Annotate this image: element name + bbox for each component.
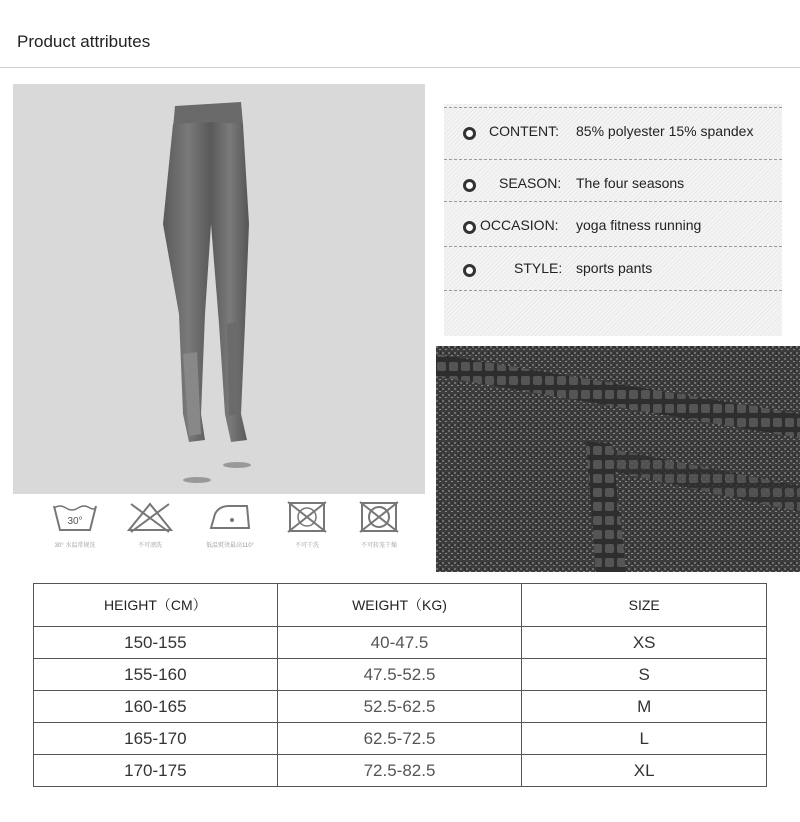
table-row — [34, 627, 767, 659]
page-header — [0, 0, 800, 68]
care-item — [195, 500, 265, 549]
size-cell: L — [522, 723, 767, 755]
care-caption: 低温熨烫最高110° — [206, 543, 254, 549]
care-item — [40, 500, 110, 549]
attribute-label: STYLE: — [514, 260, 563, 276]
care-item — [272, 500, 342, 549]
attribute-row-content — [444, 112, 782, 154]
attribute-label: SEASON: — [499, 175, 562, 191]
table-row — [34, 723, 767, 755]
column-header-size: SIZE — [522, 584, 767, 627]
dashed-divider — [444, 290, 782, 291]
weight-cell: 72.5-82.5 — [277, 755, 522, 787]
weight-cell: 40-47.5 — [277, 627, 522, 659]
size-cell: S — [522, 659, 767, 691]
size-chart-table — [33, 583, 767, 787]
product-photo — [13, 84, 425, 494]
column-header-weight: WEIGHT（KG) — [277, 584, 522, 627]
header-divider — [0, 67, 800, 68]
care-caption: 不可漂洗 — [137, 543, 162, 549]
attribute-row-style — [444, 249, 782, 291]
care-caption: 不可干洗 — [294, 543, 319, 549]
height-cell: 155-160 — [34, 659, 278, 691]
bullet-icon — [463, 179, 476, 192]
table-row — [34, 659, 767, 691]
size-cell: XL — [522, 755, 767, 787]
fabric-texture-image — [436, 346, 800, 572]
care-caption: 不可转笼干燥 — [360, 543, 397, 549]
iron-low-icon — [205, 500, 255, 534]
height-cell: 150-155 — [34, 627, 278, 659]
table-header-row — [34, 584, 767, 627]
care-caption: 30° 水温常规洗 — [54, 543, 96, 549]
height-cell: 160-165 — [34, 691, 278, 723]
weight-cell: 47.5-52.5 — [277, 659, 522, 691]
size-cell: M — [522, 691, 767, 723]
dashed-divider — [444, 107, 782, 108]
height-cell: 170-175 — [34, 755, 278, 787]
no-tumble-dry-icon — [354, 500, 404, 534]
attribute-value: yoga fitness running — [576, 217, 702, 233]
fabric-closeup-photo — [436, 346, 800, 572]
table-row — [34, 691, 767, 723]
dashed-divider — [444, 159, 782, 160]
care-item — [115, 500, 185, 549]
dashed-divider — [444, 201, 782, 202]
no-bleach-icon — [125, 500, 175, 534]
column-header-height: HEIGHT（CM） — [34, 584, 278, 627]
weight-cell: 62.5-72.5 — [277, 723, 522, 755]
care-item — [344, 500, 414, 549]
size-cell: XS — [522, 627, 767, 659]
weight-cell: 52.5-62.5 — [277, 691, 522, 723]
care-instructions — [40, 500, 420, 560]
table-row — [34, 755, 767, 787]
attribute-value: 85% polyester 15% spandex — [576, 123, 754, 139]
dashed-divider — [444, 246, 782, 247]
attribute-label: OCCASION: — [480, 217, 559, 233]
attributes-card — [444, 104, 782, 336]
leggings-image — [13, 84, 425, 494]
attribute-value: The four seasons — [576, 175, 685, 191]
attribute-row-occasion — [444, 206, 782, 248]
attribute-label: CONTENT: — [489, 123, 559, 139]
wash-30-icon — [50, 500, 100, 534]
height-cell: 165-170 — [34, 723, 278, 755]
attribute-value: sports pants — [576, 260, 653, 276]
bullet-icon — [463, 221, 476, 234]
svg-text:30°: 30° — [67, 516, 83, 527]
bullet-icon — [463, 127, 476, 140]
page-title: Product attributes — [17, 32, 151, 51]
bullet-icon — [463, 264, 476, 277]
no-hand-wash-icon — [282, 500, 332, 534]
attribute-row-season — [444, 164, 782, 206]
